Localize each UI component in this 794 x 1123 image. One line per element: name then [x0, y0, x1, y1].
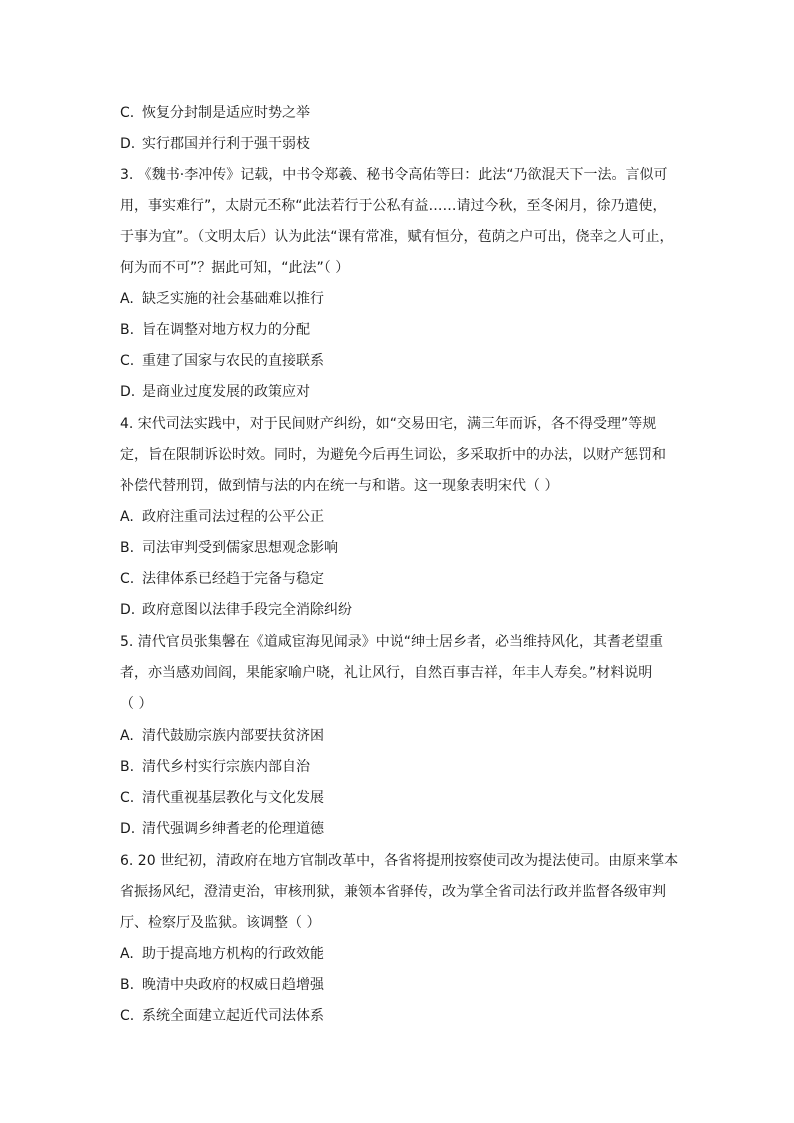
option-label: A. [120, 291, 134, 307]
option-text: 清代强调乡绅耆老的伦理道德 [142, 821, 324, 837]
q5-option-d [120, 819, 680, 839]
option-text: 清代鼓励宗族内部要扶贫济困 [142, 728, 324, 744]
option-label: C. [120, 105, 135, 121]
q6-stem-line-3: 厅、检察厅及监狱。该调整（ ） [120, 915, 321, 931]
q3-stem-line-3: 于事为宜”。（文明太后）认为此法“课有常准，赋有恒分，苞荫之户可出，侥幸之人可止， [120, 229, 674, 245]
option-text: 重建了国家与农民的直接联系 [142, 353, 324, 369]
option-label: B. [120, 540, 135, 556]
q3-stem-line-1: 3. 《魏书·李冲传》记载，中书令郑羲、秘书令高佑等曰：此法“乃欲混天下一法。言似可 [120, 167, 668, 183]
q6-option-a [120, 944, 680, 964]
option-label: B. [120, 759, 135, 775]
q4-option-b [120, 538, 680, 558]
option-text: 晚清中央政府的权威日趋增强 [142, 977, 324, 993]
option-label: C. [120, 353, 135, 369]
option-label: B. [120, 977, 135, 993]
option-text: 法律体系已经趋于完备与稳定 [142, 571, 324, 587]
q5-option-a [120, 726, 680, 746]
q3-stem-line-4: 何为而不可”？据此可知，“此法”（ ） [120, 260, 350, 276]
option-text: 恢复分封制是适应时势之举 [142, 105, 310, 121]
option-text: 清代重视基层教化与文化发展 [142, 790, 324, 806]
option-text: 政府注重司法过程的公平公正 [142, 509, 324, 525]
q6-option-c [120, 1006, 680, 1026]
option-text: 清代乡村实行宗族内部自治 [142, 759, 310, 775]
option-text: 缺乏实施的社会基础难以推行 [142, 291, 324, 307]
q3-option-a [120, 289, 680, 309]
option-label: C. [120, 1008, 135, 1024]
q5-stem-line-1: 5. 清代官员张集馨在《道咸宦海见闻录》中说“绅士居乡者，必当维持风化，其耆老望重 [120, 634, 664, 650]
q5-option-c [120, 788, 680, 808]
q4-option-a [120, 507, 680, 527]
option-label: C. [120, 790, 135, 806]
q4-option-d [120, 600, 680, 620]
option-text: 是商业过度发展的政策应对 [142, 384, 310, 400]
q4-stem-line-3: 补偿代替刑罚，做到情与法的内在统一与和谐。这一现象表明宋代（ ） [120, 478, 559, 494]
option-text: 旨在调整对地方权力的分配 [142, 322, 310, 338]
option-label: A. [120, 728, 134, 744]
option-label: A. [120, 946, 134, 962]
option-label: D. [120, 602, 136, 618]
q6-option-b [120, 975, 680, 995]
q4-stem-line-1: 4. 宋代司法实践中，对于民间财产纠纷，如“交易田宅，满三年而诉，各不得受理”等规 [120, 416, 657, 432]
q2-option-d [120, 134, 680, 154]
q5-stem-line-2: 者，亦当感劝闾阎，果能家喻户晓，礼让风行，自然百事吉祥，年丰人寿矣。”材料说明 [120, 665, 653, 681]
option-text: 实行郡国并行利于强干弱枝 [142, 136, 310, 152]
option-label: D. [120, 136, 136, 152]
option-label: B. [120, 322, 135, 338]
option-label: D. [120, 384, 136, 400]
option-label: A. [120, 509, 134, 525]
q6-stem-line-2: 省振扬风纪，澄清吏治，审核刑狱，兼领本省驿传，改为掌全省司法行政并监督各级审判 [120, 884, 666, 900]
q4-option-c [120, 569, 680, 589]
q3-option-d [120, 382, 680, 402]
q3-stem-line-2: 用，事实难行”，太尉元丕称“此法若行于公私有益……请过今秋，至冬闲月，徐乃遣使， [120, 198, 667, 214]
option-label: C. [120, 571, 135, 587]
option-text: 政府意图以法律手段完全消除纠纷 [142, 602, 352, 618]
q3-option-c [120, 351, 680, 371]
q5-option-b [120, 757, 680, 777]
q4-stem-line-2: 定，旨在限制诉讼时效。同时，为避免今后再生词讼，多采取折中的办法，以财产惩罚和 [120, 447, 666, 463]
q2-option-c [120, 103, 680, 123]
option-label: D. [120, 821, 136, 837]
option-text: 助于提高地方机构的行政效能 [142, 946, 324, 962]
q5-stem-line-3: （ ） [120, 696, 153, 712]
option-text: 系统全面建立起近代司法体系 [142, 1008, 324, 1024]
q3-option-b [120, 320, 680, 340]
q6-stem-line-1: 6. 20 世纪初，清政府在地方官制改革中，各省将提刑按察使司改为提法使司。由原来掌本 [120, 853, 679, 869]
option-text: 司法审判受到儒家思想观念影响 [142, 540, 338, 556]
